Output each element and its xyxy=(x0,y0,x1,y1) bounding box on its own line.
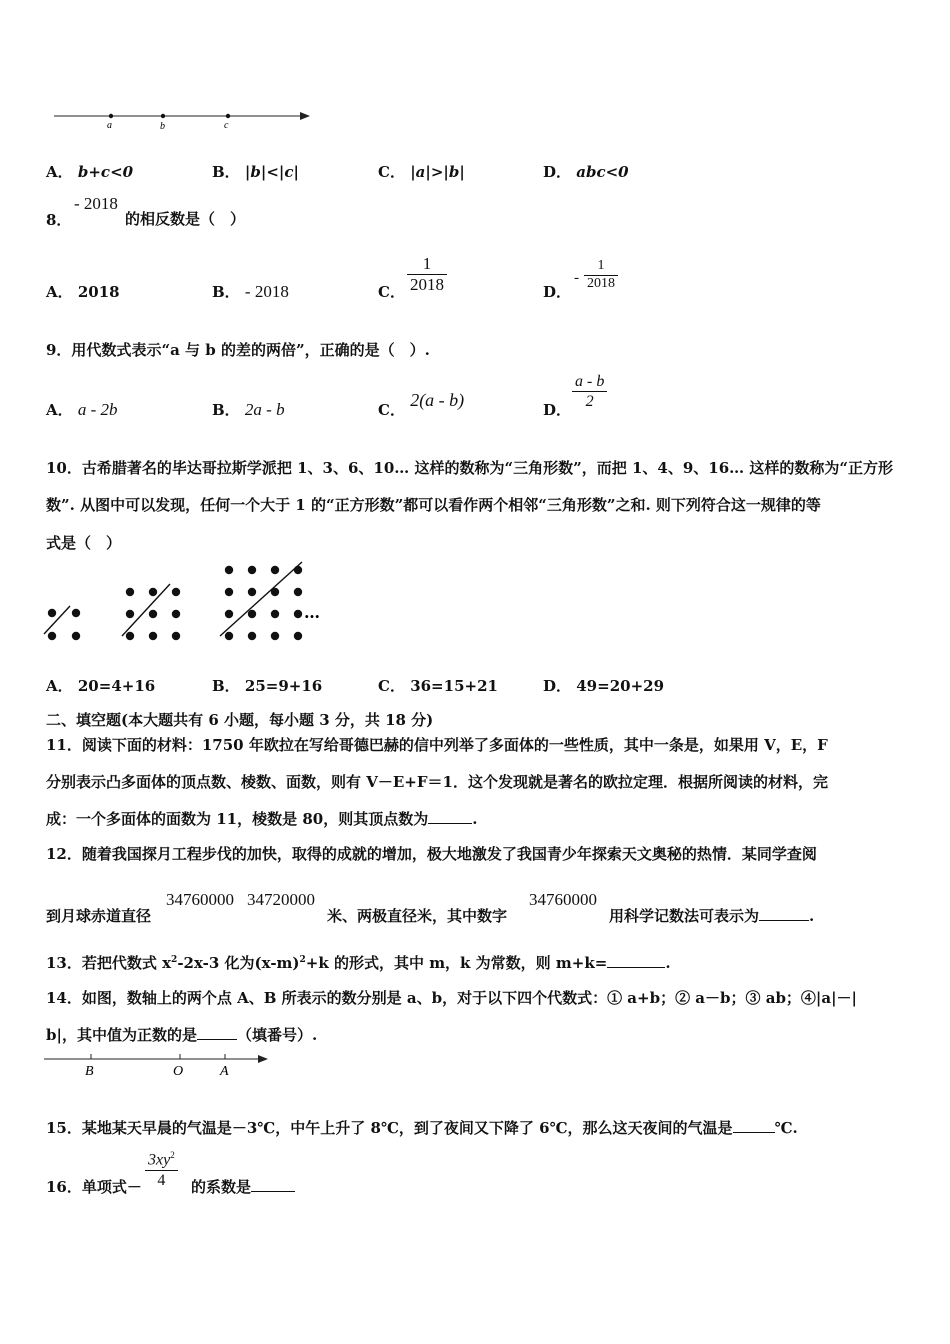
q12-line-2-mid: 米、两极直径米，其中数字 xyxy=(327,907,508,925)
q9-option-c: C． 2(a - b) xyxy=(378,390,465,419)
q16-stem-post: 的系数是 xyxy=(191,1176,295,1197)
q8-stem: 的相反数是（ ） xyxy=(125,210,246,228)
q14-answer-blank[interactable] xyxy=(197,1039,237,1040)
q10-option-a: A． 20=4+16 xyxy=(46,677,156,695)
q11-line-2: 分别表示凸多面体的顶点数、棱数、面数，则有 V－E+F＝1．这个发现就是著名的欧拉定理．根据所阅读的材料，完 xyxy=(46,773,828,791)
q9-option-d-letter: D． xyxy=(543,401,572,419)
q10-dot-figure xyxy=(40,560,340,650)
q8-option-b: B． - 2018 xyxy=(212,282,289,301)
q14-line-2: b|，其中值为正数的是 （填番号）. xyxy=(46,1026,318,1044)
point-c xyxy=(226,114,230,118)
point-a xyxy=(109,114,113,118)
q13-stem: 13．若把代数式 $x^2-2x-3$ 化为$(x-m)^2+k$ 的形式，其中 m，k 为常数，则 m+k= . xyxy=(46,954,671,972)
label-c: c xyxy=(224,120,229,131)
q8-option-c-letter: C． xyxy=(378,283,405,301)
q10-option-b: B． 25=9+16 xyxy=(212,677,323,695)
point-b xyxy=(161,114,165,118)
arrow-head xyxy=(300,112,310,120)
q12-num-1: 34760000 xyxy=(166,890,234,909)
q11-line-1: 11．阅读下面的材料：1750 年欧拉在写给哥德巴赫的信中列举了多面体的一些性质，其中一条是，如果用 V，E，F xyxy=(46,736,828,754)
section-2-heading: 二、填空题(本大题共有 6 小题，每小题 3 分，共 18 分) xyxy=(46,711,434,729)
q12-line-2-post: 用科学记数法可表示为 . xyxy=(609,907,815,925)
dots-3x3 xyxy=(122,584,180,640)
q8-option-d-fraction: $\frac{1}{2018}$ xyxy=(584,258,618,293)
q10-option-c: C． 36=15+21 xyxy=(378,677,498,695)
q16-answer-blank[interactable] xyxy=(251,1191,295,1192)
label-O: O xyxy=(173,1064,184,1078)
label-a: a xyxy=(107,120,112,131)
q15-stem: 15．某地某天早晨的气温是－3℃，中午上升了 8℃，到了夜间又下降了 6℃，那么这天夜间的气温是 ℃. xyxy=(46,1119,798,1137)
q14-line-1: 14．如图，数轴上的两个点 A、B 所表示的数分别是 a、b，对于以下四个代数式：① a+b；② a－b；③ ab；④|a|－| xyxy=(46,989,858,1007)
q8-option-a: A． 2018 xyxy=(46,283,120,301)
q9-option-b: B． 2a - b xyxy=(212,400,285,419)
q16-stem-pre: 16．单项式－ xyxy=(46,1178,142,1196)
q15-answer-blank[interactable] xyxy=(733,1132,775,1133)
q9-option-a: A． a - 2b xyxy=(46,400,118,419)
q7-option-b: B． |b|<|c| xyxy=(212,163,299,181)
q13-answer-blank[interactable] xyxy=(607,967,665,968)
q10-ellipsis: … xyxy=(304,603,320,622)
q11-line-3: 成：一个多面体的面数为 11，棱数是 80，则其顶点数为 . xyxy=(46,810,478,828)
dots-2x2 xyxy=(44,606,80,640)
q9-option-d-fraction: $\frac{a - b}{2}$ xyxy=(572,372,607,411)
q8-option-d-letter: D． xyxy=(543,283,572,301)
q10-line-1: 10．古希腊著名的毕达哥拉斯学派把 1、3、6、10… 这样的数称为“三角形数”，而把 1、4、9、16… 这样的数称为“正方形 xyxy=(46,459,894,477)
q11-answer-blank[interactable] xyxy=(428,823,472,824)
label-A: A xyxy=(220,1064,229,1078)
q9-stem: 9．用代数式表示“a 与 b 的差的两倍”，正确的是（ ）. xyxy=(46,341,430,359)
q14-number-line xyxy=(42,1050,274,1078)
dots-4x4 xyxy=(220,562,302,640)
q12-answer-blank[interactable] xyxy=(759,920,809,921)
label-B: B xyxy=(85,1064,94,1078)
q8-option-c-fraction: $\frac{1}{2018}$ xyxy=(407,254,447,296)
q12-line-2-pre: 到月球赤道直径 xyxy=(46,907,152,925)
q10-line-2: 数”. 从图中可以发现，任何一个大于 1 的“正方形数”都可以看作两个相邻“三角形数”之和. 则下列符合这一规律的等 xyxy=(46,496,821,514)
q8-number: 8． xyxy=(46,211,72,229)
label-b: b xyxy=(160,121,165,132)
q10-option-d: D． 49=20+29 xyxy=(543,677,665,695)
q7-option-a: A． b+c<0 xyxy=(46,163,134,181)
q7-number-line xyxy=(50,104,320,134)
arrow-head xyxy=(258,1055,268,1063)
q7-option-d: D． abc<0 xyxy=(543,163,629,181)
q7-option-c: C． |a|>|b| xyxy=(378,163,465,181)
q12-line-1: 12．随着我国探月工程步伐的加快，取得的成就的增加，极大地激发了我国青少年探索天文奥秘的热情．某同学查阅 xyxy=(46,845,817,863)
q12-num-2: 34720000 xyxy=(247,890,315,909)
q12-num-3: 34760000 xyxy=(529,890,597,909)
q8-option-d-sign: - xyxy=(574,270,579,286)
q16-fraction: $\frac{3xy^2}{4}$ xyxy=(145,1150,178,1190)
q10-line-3: 式是（ ） xyxy=(46,534,122,552)
q8-expr: - 2018 xyxy=(74,194,118,213)
